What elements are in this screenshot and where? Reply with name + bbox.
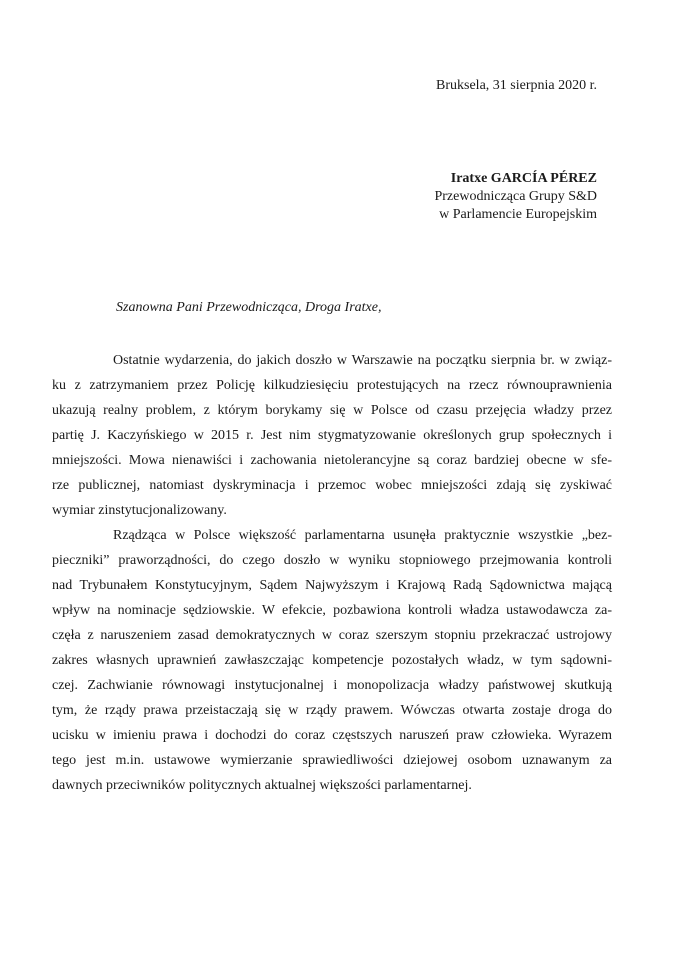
text-line: mniejszości. Mowa nienawiści i zachowania nietolerancyjne są coraz bardziej obecne w sfe- <box>52 453 612 468</box>
recipient-name: Iratxe GARCÍA PÉREZ <box>450 171 597 186</box>
text-line: zakres własnych uprawnień zawłaszczając kompetencje pozostałych władz, w tym sądowni- <box>52 653 612 668</box>
paragraph <box>52 348 612 523</box>
text-line: rze publicznej, natomiast dyskryminacja i przemoc wobec mniejszości zdają się zyskiwać <box>52 478 612 493</box>
text-line: czej. Zachwianie równowagi instytucjonalnej i monopolizacja władzy państwowej skutkują <box>52 678 612 693</box>
text-line: partię J. Kaczyńskiego w 2015 r. Jest nim stygmatyzowanie określonych grup społecznych i <box>52 428 612 443</box>
text-line: częła z naruszeniem zasad demokratycznych w coraz szerszym stopniu przekraczać ustrojowy <box>52 628 612 643</box>
recipient-block <box>434 170 597 224</box>
text-line: Ostatnie wydarzenia, do jakich doszło w Warszawie na początku sierpnia br. w związ- <box>113 353 612 368</box>
text-line: wymiar zinstytucjonalizowany. <box>52 503 227 518</box>
text-line: ku z zatrzymaniem przez Policję kilkudziesięciu protestujących na rzecz równouprawnienia <box>52 378 612 393</box>
text-line: pieczniki” praworządności, do czego doszło w wyniku stopniowego przejmowania kontroli <box>52 553 612 568</box>
text-line: ukazują realny problem, z którym borykamy się w Polsce od czasu przejęcia władzy przez <box>52 403 612 418</box>
text-line: tym, że rządy prawa przeistaczają się w rządy prawem. Wówczas otwarta zostaje droga do <box>52 703 612 718</box>
paragraph <box>52 523 612 798</box>
text-line: dawnych przeciwników politycznych aktualnej większości parlamentarnej. <box>52 778 472 793</box>
recipient-organization: w Parlamencie Europejskim <box>439 207 597 222</box>
text-line: wpływ na nominacje sędziowskie. W efekcie, pozbawiona kontroli władza ustawodawcza za- <box>52 603 612 618</box>
text-line: nad Trybunałem Konstytucyjnym, Sądem Najwyższym i Krajową Radą Sądownictwa mającą <box>52 578 612 593</box>
recipient-title: Przewodnicząca Grupy S&D <box>434 189 597 204</box>
letter-body <box>52 348 612 798</box>
text-line: tego jest m.in. ustawowe wymierzanie sprawiedliwości dziejowej osobom uznawanym za <box>52 753 612 768</box>
text-line: Rządząca w Polsce większość parlamentarna usunęła praktycznie wszystkie „bez- <box>113 528 612 543</box>
letter-date: Bruksela, 31 sierpnia 2020 r. <box>436 78 597 93</box>
salutation-line: Szanowna Pani Przewodnicząca, Droga Iratxe, <box>116 300 382 315</box>
text-line: ucisku w imieniu prawa i dochodzi do coraz częstszych naruszeń praw człowieka. Wyrazem <box>52 728 612 743</box>
